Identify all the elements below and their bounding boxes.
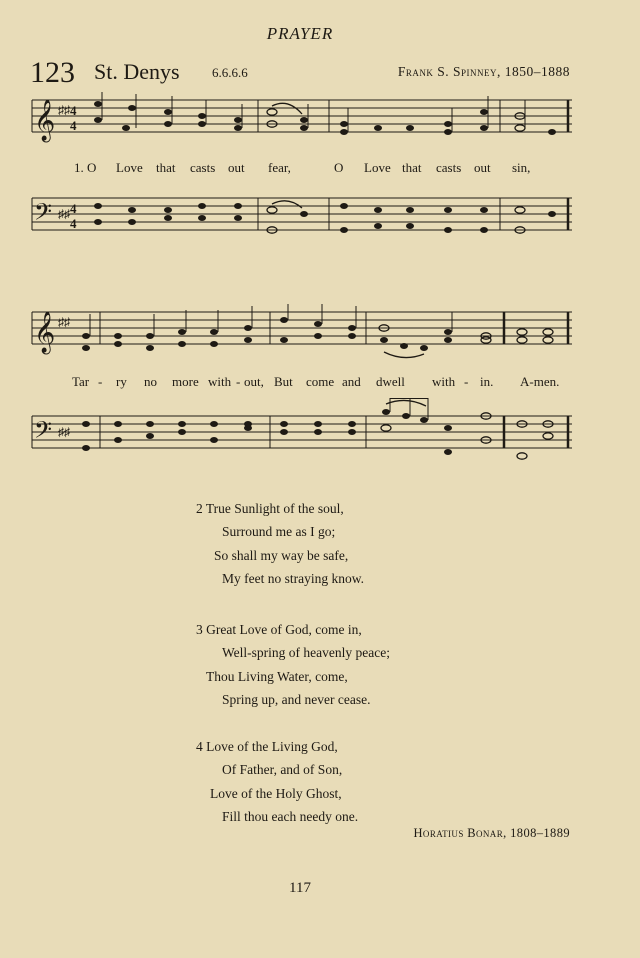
svg-text:4: 4 — [70, 103, 77, 118]
svg-text:♯♯: ♯♯ — [58, 103, 70, 117]
bass-staff-1 — [0, 192, 640, 252]
stanza-3 — [196, 618, 390, 712]
stanza-line — [196, 497, 364, 520]
lyric-syllable: - — [464, 374, 469, 389]
tune-name: St. Denys — [94, 59, 180, 84]
lyric-syllable: with — [432, 374, 456, 389]
stanza-number: 3 — [196, 622, 203, 637]
svg-text:♯♯: ♯♯ — [58, 207, 70, 221]
stanza-4 — [196, 735, 358, 829]
lyric-syllable: Love — [364, 160, 391, 175]
svg-text:♯♯: ♯♯ — [58, 315, 70, 329]
svg-text:𝄢: 𝄢 — [34, 418, 53, 449]
lyric-syllable: Tar — [72, 374, 90, 389]
stanza-line: Fill thou each needy one. — [222, 809, 359, 825]
stanza-line: Love of the Holy Ghost, — [210, 785, 342, 801]
lyric-syllable: more — [172, 374, 199, 389]
composer-credit: Frank S. Spinney, 1850–1888 — [397, 64, 570, 79]
treble-staff-2 — [0, 304, 640, 364]
lyrics-line-1 — [0, 160, 640, 178]
lyric-syllable: ry — [116, 374, 127, 389]
lyric-syllable: 1. O — [74, 160, 97, 175]
stanza-number: 2 — [196, 501, 203, 516]
lyric-syllable: with — [208, 374, 232, 389]
bass-staff-2 — [0, 398, 640, 468]
svg-text:4: 4 — [70, 118, 77, 133]
lyric-syllable: - — [98, 374, 103, 389]
lyric-syllable: But — [274, 374, 293, 389]
lyric-syllable: that — [156, 160, 176, 175]
lyric-syllable: out, — [244, 374, 264, 389]
svg-text:4: 4 — [70, 216, 77, 231]
lyric-syllable: casts — [436, 160, 462, 175]
svg-text:𝄢: 𝄢 — [34, 200, 53, 231]
treble-staff-1 — [0, 92, 640, 152]
lyric-syllable: - — [236, 374, 241, 389]
svg-text:𝄞: 𝄞 — [34, 100, 56, 140]
lyric-syllable: no — [144, 374, 157, 389]
svg-text:𝄞: 𝄞 — [34, 312, 56, 352]
stanza-line — [196, 618, 390, 641]
stanza-2 — [196, 497, 364, 591]
lyric-syllable: out — [228, 160, 245, 175]
lyric-syllable: sin, — [512, 160, 531, 175]
lyric-syllable: A-men. — [520, 374, 560, 389]
lyric-syllable: that — [402, 160, 422, 175]
svg-text:4: 4 — [70, 201, 77, 216]
section-heading: PRAYER — [266, 24, 334, 43]
stanza-line-text: Love of the Living God, — [206, 739, 338, 754]
lyric-syllable: come — [306, 374, 335, 389]
stanza-line: Well-spring of heavenly peace; — [222, 645, 390, 661]
page-number: 117 — [289, 880, 311, 896]
stanza-line-text: Great Love of God, come in, — [206, 622, 362, 637]
stanza-line: My feet no straying know. — [222, 571, 364, 587]
lyric-syllable: Love — [116, 160, 143, 175]
stanza-number: 4 — [196, 739, 203, 754]
stanza-line: Of Father, and of Son, — [222, 762, 343, 778]
author-credit: Horatius Bonar, 1808–1889 — [413, 826, 570, 840]
svg-text:♯♯: ♯♯ — [58, 425, 70, 439]
stanza-line: So shall my way be safe, — [214, 547, 349, 563]
lyrics-line-2 — [0, 374, 640, 392]
lyric-syllable: out — [474, 160, 491, 175]
lyric-syllable: fear, — [268, 160, 291, 175]
stanza-line: Surround me as I go; — [222, 524, 336, 540]
hymn-number: 123 — [30, 56, 75, 89]
lyric-syllable: dwell — [376, 374, 405, 389]
stanza-line: Spring up, and never cease. — [222, 692, 371, 708]
stanza-line: Thou Living Water, come, — [206, 668, 348, 684]
lyric-syllable: casts — [190, 160, 216, 175]
stanza-line — [196, 735, 358, 758]
stanza-line-text: True Sunlight of the soul, — [205, 501, 344, 516]
lyric-syllable: O — [334, 160, 344, 175]
lyric-syllable: and — [342, 374, 361, 389]
meter: 6.6.6.6 — [212, 65, 248, 80]
lyric-syllable: in. — [480, 374, 494, 389]
